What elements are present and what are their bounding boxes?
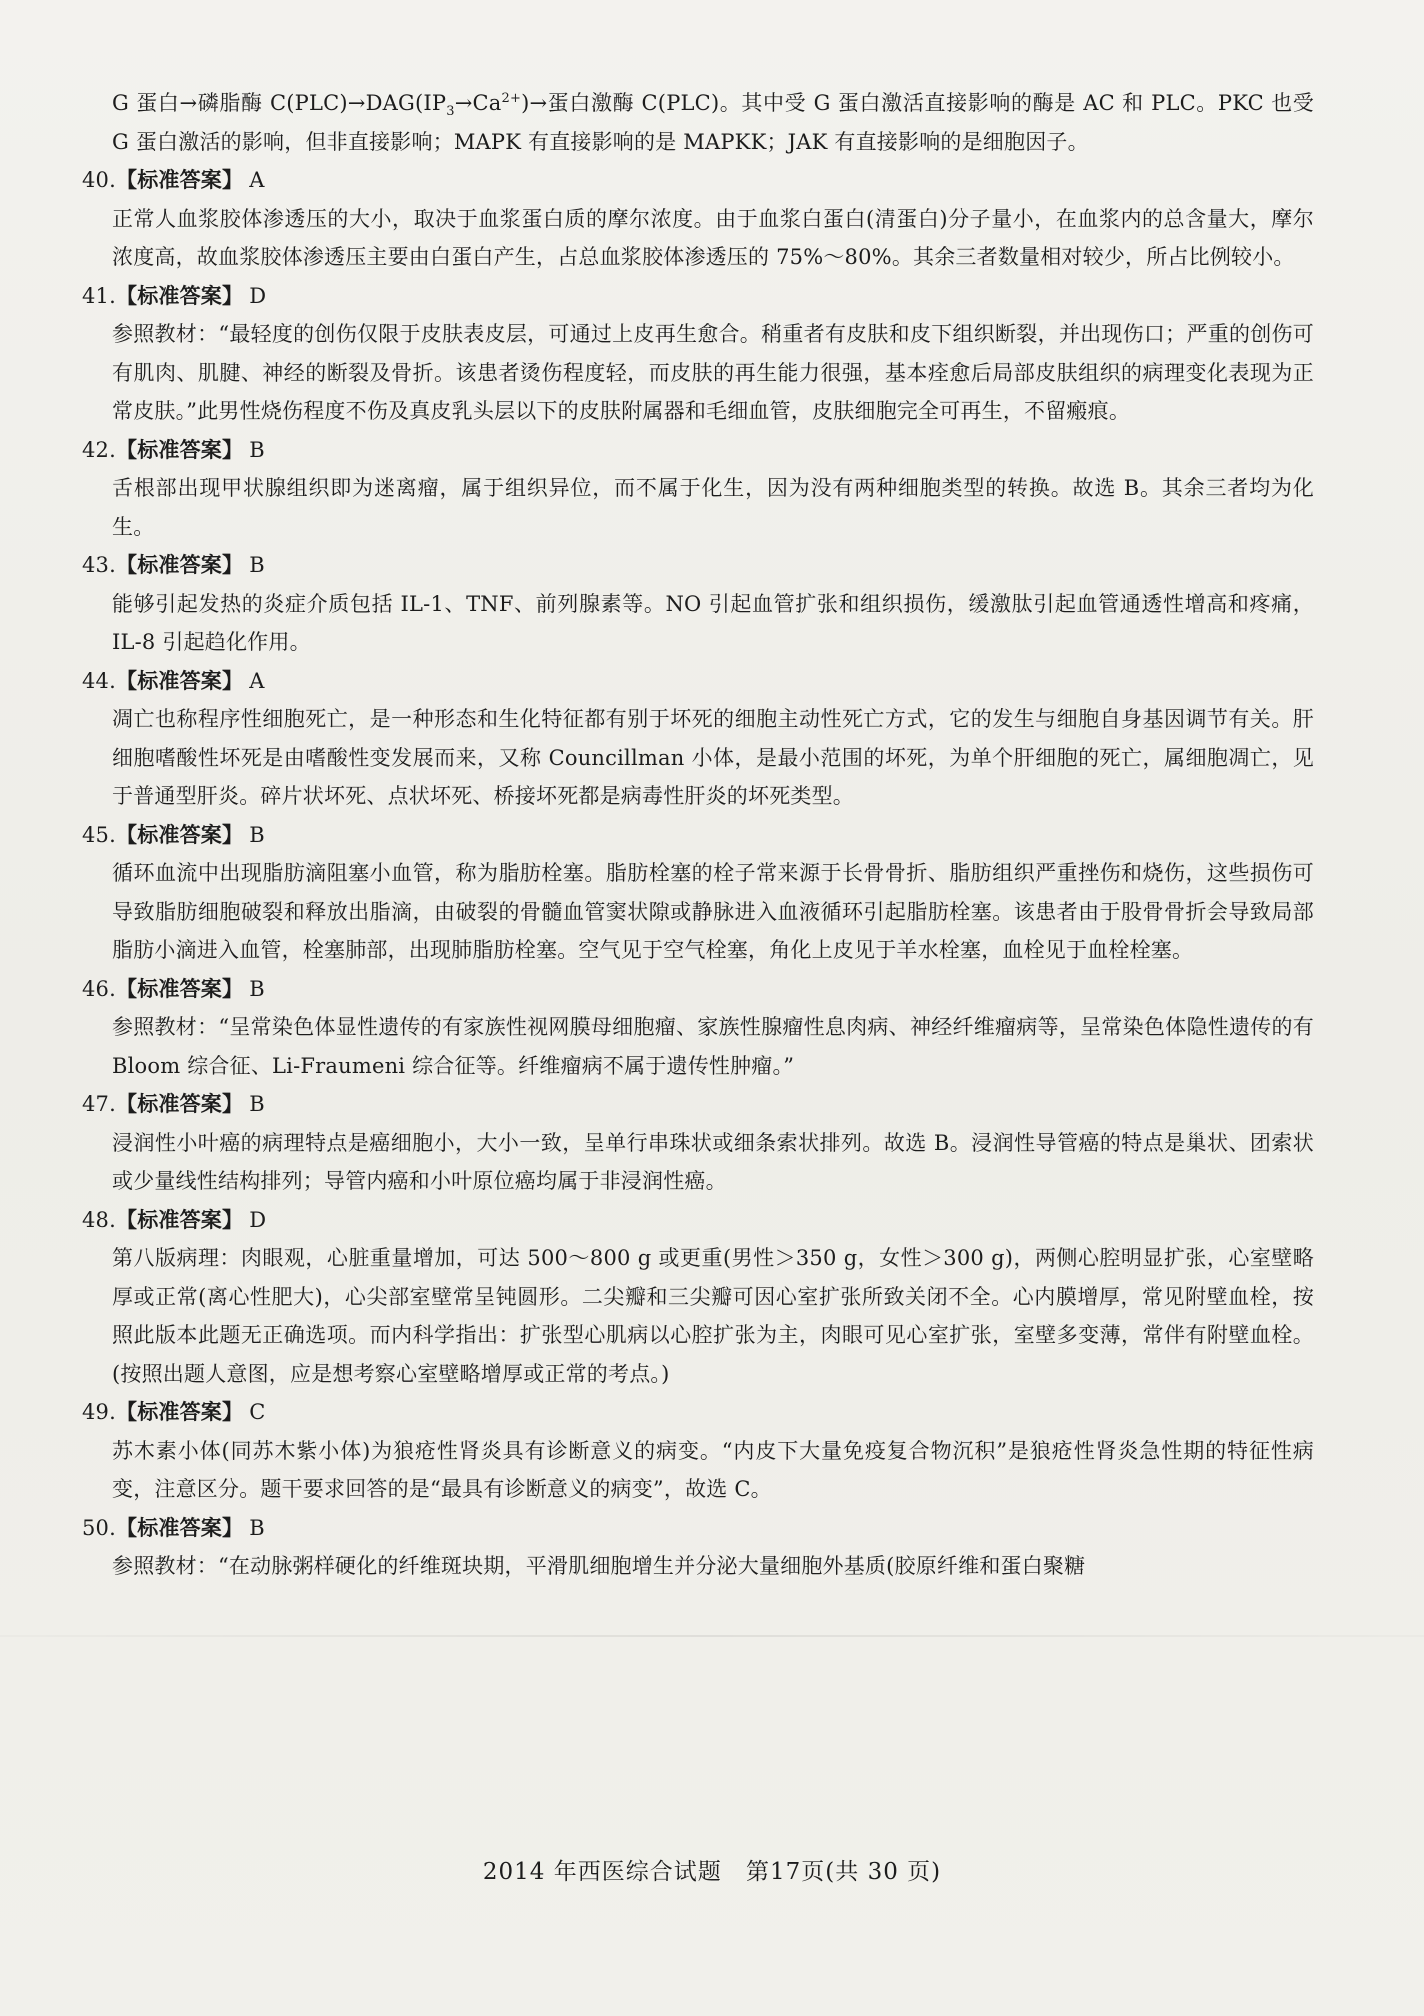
answer-label: 【标准答案】 bbox=[116, 167, 244, 192]
question-number: 47. bbox=[82, 1092, 116, 1116]
explanation-paragraph: 凋亡也称程序性细胞死亡，是一种形态和生化特征都有别于坏死的细胞主动性死亡方式，它的发生与细胞自身基因调节有关。肝细胞嗜酸性坏死是由嗜酸性变发展而来，又称 Councillman 小体，是最小范围的坏死，为单个肝细胞的死亡，属细胞凋亡，见于普通型肝炎。碎片状坏死、点状坏死、桥接坏死都是病毒性肝炎的坏死类型。 bbox=[112, 707, 1314, 808]
question-41 bbox=[0, 277, 1424, 431]
answer-letter: B bbox=[249, 437, 265, 462]
answer-letter: D bbox=[249, 1207, 267, 1232]
question-number: 50. bbox=[82, 1515, 116, 1540]
scan-fold-line bbox=[0, 1635, 1424, 1637]
intro-text-pre: G 蛋白→磷脂酶 C(PLC)→DAG(IP bbox=[112, 91, 447, 115]
answer-label: 【标准答案】 bbox=[116, 821, 244, 847]
answer-label: 【标准答案】 bbox=[116, 1399, 244, 1424]
explanation-paragraph: 正常人血浆胶体渗透压的大小，取决于血浆蛋白质的摩尔浓度。由于血浆白蛋白(清蛋白)分子量小，在血浆内的总含量大，摩尔浓度高，故血浆胶体渗透压主要由白蛋白产生，占总血浆胶体渗透压的 75%～80%。其余三者数量相对较少，所占比例较小。 bbox=[112, 206, 1314, 269]
answer-letter: C bbox=[249, 1400, 266, 1424]
answer-heading bbox=[0, 277, 1424, 316]
answer-label: 【标准答案】 bbox=[116, 975, 244, 1001]
answer-label: 【标准答案】 bbox=[116, 667, 244, 693]
question-number: 45. bbox=[82, 822, 116, 847]
page-footer bbox=[0, 1853, 1424, 1886]
question-42 bbox=[0, 431, 1424, 547]
answer-heading bbox=[0, 546, 1424, 585]
explanation-paragraph: 浸润性小叶癌的病理特点是癌细胞小，大小一致，呈单行串珠状或细条索状排列。故选 B。浸润性导管癌的特点是巢状、团索状或少量线性结构排列；导管内癌和小叶原位癌均属于非浸润性癌。 bbox=[112, 1130, 1314, 1193]
intro-subscript: 3 bbox=[446, 104, 455, 120]
answer-heading bbox=[0, 1085, 1424, 1124]
intro-text-mid: →Ca bbox=[454, 91, 502, 115]
question-number: 42. bbox=[82, 437, 116, 462]
answer-heading bbox=[0, 1509, 1424, 1548]
answer-letter: B bbox=[249, 553, 265, 577]
answer-letter: B bbox=[249, 1092, 265, 1116]
footer-title: 2014 年西医综合试题 bbox=[482, 1859, 722, 1885]
explanation-paragraph: 能够引起发热的炎症介质包括 IL-1、TNF、前列腺素等。NO 引起血管扩张和组织损伤，缓激肽引起血管通透性增高和疼痛，IL-8 引起趋化作用。 bbox=[112, 591, 1314, 654]
question-number: 48. bbox=[82, 1207, 116, 1232]
answer-heading bbox=[0, 431, 1424, 470]
question-number: 46. bbox=[82, 976, 116, 1001]
explanation-paragraph: 参照教材：“最轻度的创伤仅限于皮肤表皮层，可通过上皮再生愈合。稍重者有皮肤和皮下组织断裂，并出现伤口；严重的创伤可有肌肉、肌腱、神经的断裂及骨折。该患者烫伤程度轻，而皮肤的再生能力很强，基本痊愈后局部皮肤组织的病理变化表现为正常皮肤。”此男性烧伤程度不伤及真皮乳头层以下的皮肤附属器和毛细血管，皮肤细胞完全可再生，不留瘢痕。 bbox=[112, 322, 1314, 423]
question-46 bbox=[0, 970, 1424, 1086]
explanation-paragraph: 参照教材：“呈常染色体显性遗传的有家族性视网膜母细胞瘤、家族性腺瘤性息肉病、神经纤维瘤病等，呈常染色体隐性遗传的有 Bloom 综合征、Li-Fraumeni 综合征等。纤维瘤病不属于遗传性肿瘤。” bbox=[112, 1015, 1314, 1078]
answer-heading bbox=[0, 1201, 1424, 1240]
intro-paragraph bbox=[0, 84, 1424, 161]
question-44 bbox=[0, 662, 1424, 816]
answer-letter: B bbox=[249, 1515, 265, 1540]
answer-heading bbox=[0, 970, 1424, 1009]
question-number: 44. bbox=[82, 668, 116, 693]
answer-label: 【标准答案】 bbox=[116, 1091, 244, 1116]
explanation-paragraph: 循环血流中出现脂肪滴阻塞小血管，称为脂肪栓塞。脂肪栓塞的栓子常来源于长骨骨折、脂肪组织严重挫伤和烧伤，这些损伤可导致脂肪细胞破裂和释放出脂滴，由破裂的骨髓血管窦状隙或静脉进入血液循环引起脂肪栓塞。该患者由于股骨骨折会导致局部脂肪小滴进入血管，栓塞肺部，出现肺脂肪栓塞。空气见于空气栓塞，角化上皮见于羊水栓塞，血栓见于血栓栓塞。 bbox=[112, 861, 1314, 962]
footer-page-number: 第17页(共 30 页) bbox=[746, 1859, 942, 1885]
answer-label: 【标准答案】 bbox=[116, 552, 244, 577]
answer-heading bbox=[0, 1393, 1424, 1432]
question-40 bbox=[0, 161, 1424, 277]
question-47 bbox=[0, 1085, 1424, 1201]
question-number: 49. bbox=[82, 1400, 116, 1424]
answer-letter: A bbox=[249, 668, 265, 693]
question-number: 43. bbox=[82, 553, 116, 577]
explanation-paragraph: 第八版病理：肉眼观，心脏重量增加，可达 500～800 g 或更重(男性＞350 g，女性＞300 g)，两侧心腔明显扩张，心室壁略厚或正常(离心性肥大)，心尖部室壁常呈钝圆形。二尖瓣和三尖瓣可因心室扩张所致关闭不全。心内膜增厚，常见附壁血栓，按照此版本此题无正确选项。而内科学指出：扩张型心肌病以心腔扩张为主，肉眼可见心室扩张，室壁多变薄，常伴有附壁血栓。(按照出题人意图，应是想考察心室壁略增厚或正常的考点。) bbox=[112, 1246, 1314, 1386]
document-body bbox=[0, 84, 1424, 1586]
explanation-paragraph: 苏木素小体(同苏木紫小体)为狼疮性肾炎具有诊断意义的病变。“内皮下大量免疫复合物沉积”是狼疮性肾炎急性期的特征性病变，注意区分。题干要求回答的是“最具有诊断意义的病变”，故选 C。 bbox=[112, 1438, 1314, 1501]
answer-heading bbox=[0, 816, 1424, 855]
answer-label: 【标准答案】 bbox=[116, 282, 244, 308]
intro-text-post: )→蛋白激酶 C(PLC)。其中受 G 蛋白激活直接影响的酶是 AC 和 PLC。PKC 也受 G 蛋白激活的影响，但非直接影响；MAPK 有直接影响的是 MAPKK；JAK 有直接影响的是细胞因子。 bbox=[112, 91, 1314, 154]
answer-heading bbox=[0, 161, 1424, 200]
answer-label: 【标准答案】 bbox=[116, 436, 244, 462]
answer-letter: B bbox=[249, 976, 265, 1001]
question-49 bbox=[0, 1393, 1424, 1509]
question-number: 41. bbox=[82, 283, 116, 308]
question-45 bbox=[0, 816, 1424, 970]
answer-heading bbox=[0, 662, 1424, 701]
answer-letter: D bbox=[249, 283, 267, 308]
answer-letter: A bbox=[249, 168, 265, 192]
question-43 bbox=[0, 546, 1424, 662]
answer-letter: B bbox=[249, 822, 265, 847]
question-number: 40. bbox=[82, 168, 116, 192]
question-50 bbox=[0, 1509, 1424, 1586]
question-48 bbox=[0, 1201, 1424, 1394]
explanation-paragraph: 舌根部出现甲状腺组织即为迷离瘤，属于组织异位，而不属于化生，因为没有两种细胞类型的转换。故选 B。其余三者均为化生。 bbox=[112, 476, 1314, 539]
explanation-paragraph: 参照教材：“在动脉粥样硬化的纤维斑块期，平滑肌细胞增生并分泌大量细胞外基质(胶原纤维和蛋白聚糖 bbox=[112, 1554, 1086, 1578]
intro-superscript: 2+ bbox=[501, 91, 522, 106]
answer-label: 【标准答案】 bbox=[116, 1514, 244, 1540]
answer-label: 【标准答案】 bbox=[116, 1206, 244, 1232]
